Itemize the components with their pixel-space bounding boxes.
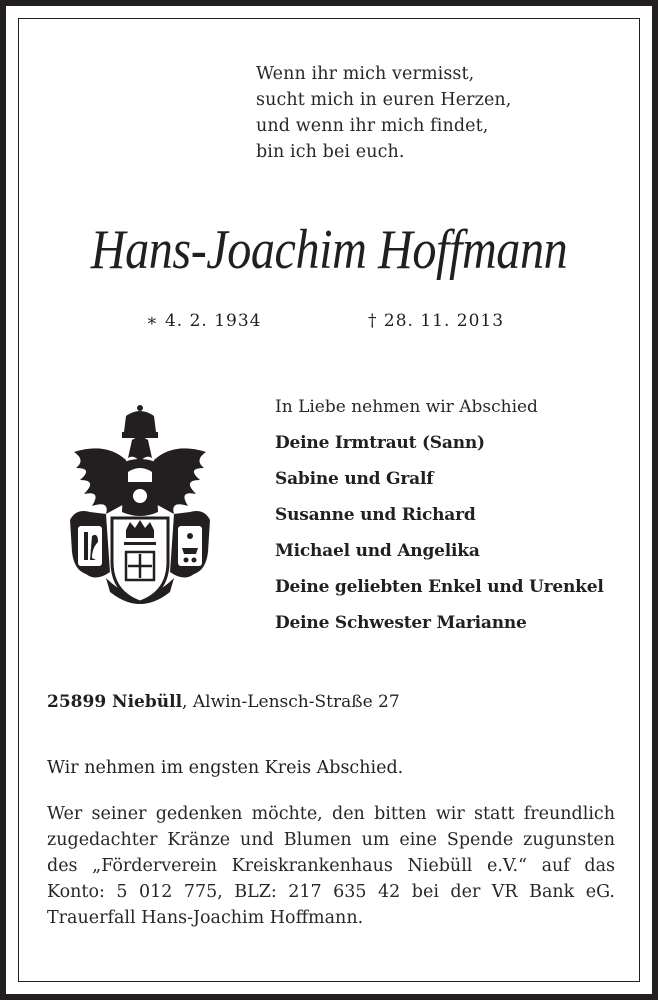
address — [47, 692, 400, 712]
mourner-name: Susanne und Richard — [275, 505, 476, 525]
mourner-name: Deine geliebten Enkel und Urenkel — [275, 577, 604, 597]
birth-date: ∗ 4. 2. 1934 — [146, 311, 262, 331]
address-street: , Alwin-Lensch-Straße 27 — [182, 692, 400, 712]
farewell-note: Wir nehmen im engsten Kreis Abschied. — [47, 758, 404, 778]
mourner-name: Michael und Angelika — [275, 541, 480, 561]
coat-of-arms-icon — [66, 402, 214, 610]
poem-line: sucht mich in euren Herzen, — [256, 90, 512, 110]
mourner-name: Deine Irmtraut (Sann) — [275, 433, 485, 453]
address-city: 25899 Niebüll — [47, 692, 183, 712]
deceased-name: Hans-Joachim Hoffmann — [90, 219, 568, 281]
donation-paragraph: Wer seiner gedenken möchte, den bitten wir statt freundlich zugedachter Kränze und Blumen um eine Spende zugunsten des „Förderverein Kreiskrankenhaus Niebüll e.V.“ auf das Konto: 5 012 775, BLZ: 217 635 42 bei der VR Bank eG. Trauerfall Hans-Joachim Hoffmann. — [47, 804, 615, 928]
poem-line: Wenn ihr mich vermisst, — [256, 64, 475, 84]
mourners-intro: In Liebe nehmen wir Abschied — [275, 397, 538, 417]
poem — [256, 61, 511, 165]
poem-line: und wenn ihr mich findet, — [256, 116, 489, 136]
mourner-name: Sabine und Gralf — [275, 469, 434, 489]
mourner-name: Deine Schwester Marianne — [275, 613, 527, 633]
death-date: † 28. 11. 2013 — [368, 311, 505, 331]
poem-line: bin ich bei euch. — [256, 142, 405, 162]
mourners-list — [275, 389, 604, 641]
